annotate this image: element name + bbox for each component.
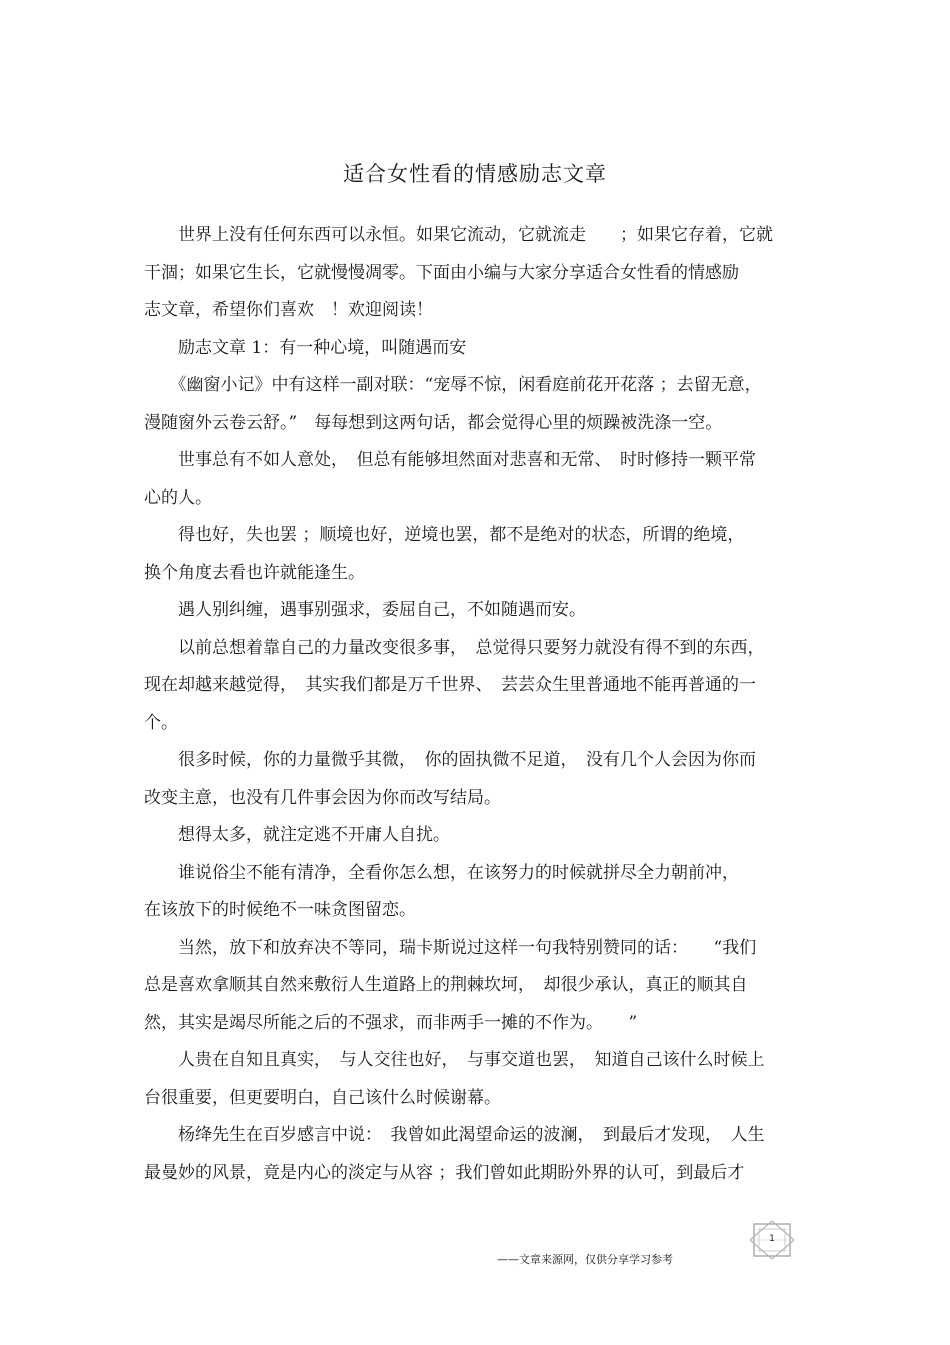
paragraph-line: 现在却越来越觉得， 其实我们都是万千世界、 芸芸众生里普通地不能再普通的一 [144, 675, 756, 695]
paragraph-line: 杨绛先生在百岁感言中说： 我曾如此渴望命运的波澜， 到最后才发现， 人生 [144, 1125, 765, 1145]
paragraph-line: 遇人别纠缠，遇事别强求，委屈自己，不如随遇而安。 [144, 600, 586, 620]
paragraph-line: 在该放下的时候绝不一味贪图留恋。 [144, 900, 416, 920]
paragraph-line: 最曼妙的风景，竟是内心的淡定与从容 ；我们曾如此期盼外界的认可，到最后才 [144, 1162, 745, 1183]
paragraph-line: 以前总想着靠自己的力量改变很多事， 总觉得只要努力就没有得不到的东西， [144, 637, 765, 658]
paragraph-line: 心的人。 [144, 487, 212, 508]
paragraph-line: 当然，放下和放弃决不等同，瑞卡斯说过这样一句我特别赞同的话： “我们 [144, 937, 757, 958]
paragraph-line: 世事总有不如人意处， 但总有能够坦然面对悲喜和无常、 时时修持一颗平常 [144, 450, 756, 470]
paragraph-line: 总是喜欢拿顺其自然来敷衍人生道路上的荆棘坎坷， 却很少承认，真正的顺其自 [144, 975, 748, 995]
paragraph-line: 干涸；如果它生长，它就慢慢凋零。下面由小编与大家分享适合女性看的情感励 [144, 262, 739, 283]
paragraph-line: 得也好，失也罢 ；顺境也好，逆境也罢，都不是绝对的状态，所谓的绝境， [144, 525, 745, 545]
paragraph-line: 改变主意，也没有几件事会因为你而改写结局。 [144, 787, 501, 808]
paragraph-line: 励志文章 1：有一种心境，叫随遇而安 [144, 337, 467, 358]
paragraph-line: 《幽窗小记》中有这样一副对联：“宠辱不惊，闲看庭前花开花落 ；去留无意， [144, 375, 762, 395]
paragraph-line: 然，其实是竭尽所能之后的不强求，而非两手一摊的不作为。 ” [144, 1012, 638, 1033]
paragraph-line: 想得太多，就注定逃不开庸人自扰。 [144, 825, 450, 845]
paragraph-line: 人贵在自知且真实， 与人交往也好， 与事交道也罢， 知道自己该什么时候上 [144, 1050, 765, 1070]
source-note: ——文章来源网，仅供分享学习参考 [497, 1253, 673, 1266]
page-number: 1 [769, 1234, 775, 1244]
paragraph-line: 世界上没有任何东西可以永恒。如果它流动，它就流走 ；如果它存着，它就 [144, 225, 773, 245]
paragraph-line: 谁说俗尘不能有清净，全看你怎么想，在该努力的时候就拼尽全力朝前冲， [144, 862, 739, 883]
paragraph-line: 台很重要，但更要明白，自己该什么时候谢幕。 [144, 1087, 501, 1108]
paragraph-line: 个。 [144, 712, 178, 733]
paragraph-line: 志文章，希望你们喜欢 ！欢迎阅读！ [144, 300, 433, 320]
page-number-badge [748, 1220, 796, 1260]
paragraph-line: 漫随窗外云卷云舒。” 每每想到这两句话，都会觉得心里的烦躁被洗涤一空。 [144, 412, 723, 433]
paragraph-line: 换个角度去看也许就能逢生。 [144, 562, 365, 583]
page-title: 适合女性看的情感励志文章 [343, 162, 607, 186]
paragraph-line: 很多时候，你的力量微乎其微， 你的固执微不足道， 没有几个人会因为你而 [144, 750, 756, 770]
